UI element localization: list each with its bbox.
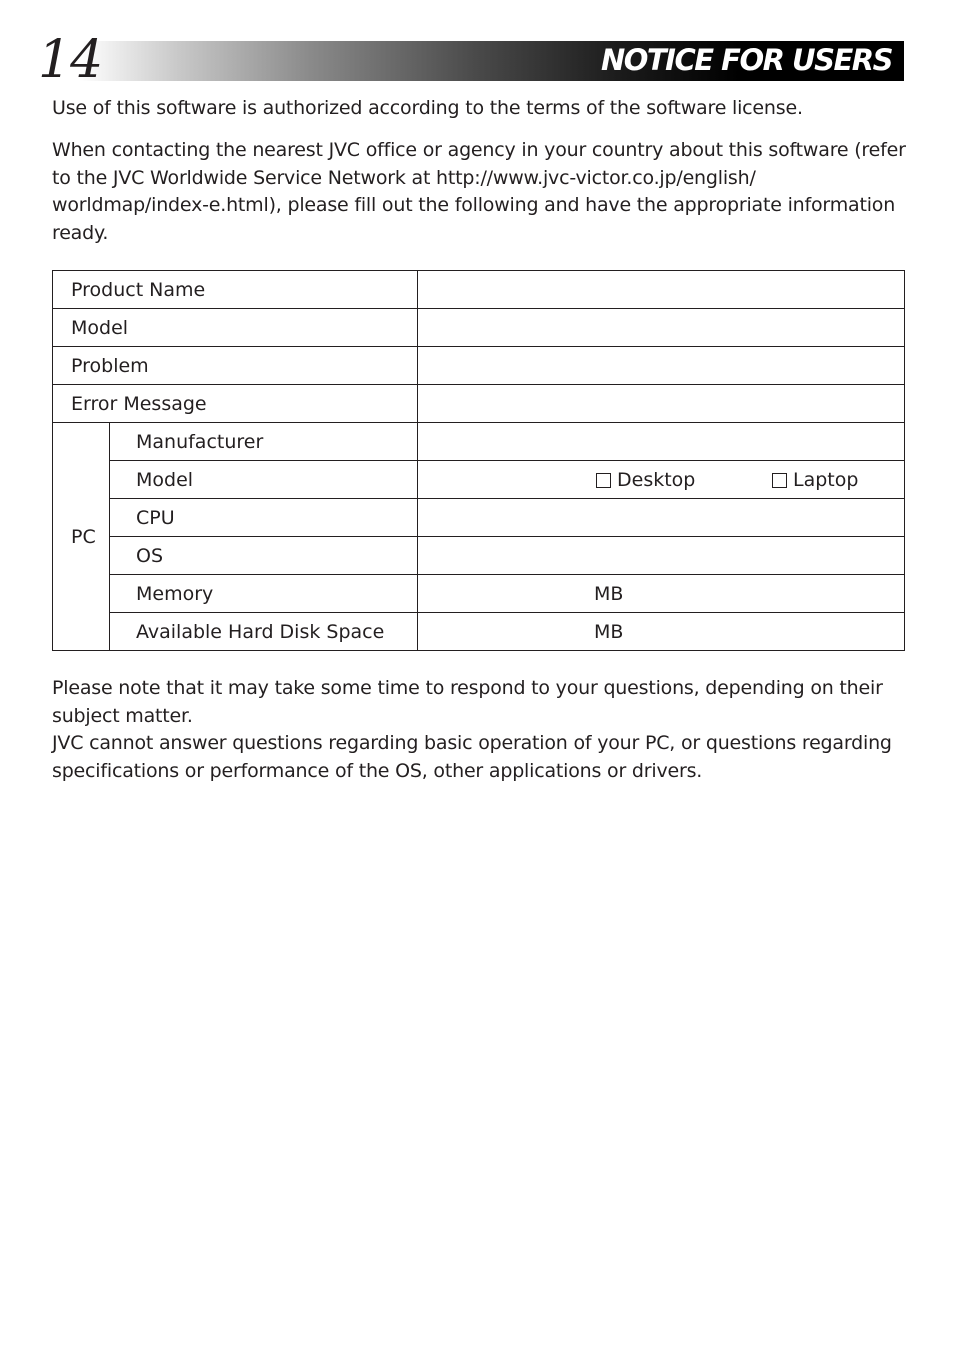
error-message-field[interactable] [418, 385, 905, 423]
model-field[interactable] [418, 309, 905, 347]
disk-space-field[interactable] [418, 613, 905, 651]
cpu-field[interactable] [418, 499, 905, 537]
disk-unit: MB [594, 621, 624, 643]
license-paragraph: Use of this software is authorized according to the terms of the software license. [52, 97, 803, 119]
form-row-model [53, 309, 905, 347]
form-row-pc-disk [53, 613, 905, 651]
memory-unit: MB [594, 583, 624, 605]
form-label: Model [53, 309, 418, 347]
pc-model-field [418, 461, 905, 499]
form-row-product-name [53, 271, 905, 309]
form-row-error-message [53, 385, 905, 423]
form-label: Memory [110, 575, 418, 613]
form-label: Problem [53, 347, 418, 385]
form-row-pc-memory [53, 575, 905, 613]
form-row-pc-model [53, 461, 905, 499]
laptop-label: Laptop [793, 469, 859, 491]
form-label: CPU [110, 499, 418, 537]
problem-field[interactable] [418, 347, 905, 385]
form-label: OS [110, 537, 418, 575]
pc-group-label: PC [53, 423, 110, 651]
manufacturer-field[interactable] [418, 423, 905, 461]
desktop-checkbox[interactable] [596, 473, 611, 488]
os-field[interactable] [418, 537, 905, 575]
product-name-field[interactable] [418, 271, 905, 309]
form-label: Product Name [53, 271, 418, 309]
form-label: Model [110, 461, 418, 499]
desktop-label: Desktop [617, 469, 696, 491]
contact-paragraph: When contacting the nearest JVC office or agency in your country about this software (refer to the JVC Worldwide Service Network at http://www.jvc-victor.co.jp/english/ worldmap/index-e.html), please fill out the following and have the appropriate information ready. [52, 139, 906, 244]
page-header [36, 30, 904, 90]
form-row-problem [53, 347, 905, 385]
form-label: Manufacturer [110, 423, 418, 461]
form-label: Error Message [53, 385, 418, 423]
support-info-form [52, 270, 905, 651]
form-label: Available Hard Disk Space [110, 613, 418, 651]
form-row-pc-os [53, 537, 905, 575]
response-time-note: Please note that it may take some time to respond to your questions, depending on their subject matter. [52, 677, 883, 727]
form-row-pc-cpu [53, 499, 905, 537]
laptop-option[interactable] [772, 469, 858, 491]
memory-field[interactable] [418, 575, 905, 613]
support-scope-note: JVC cannot answer questions regarding basic operation of your PC, or questions regarding specifications or performance of the OS, other applications or drivers. [52, 732, 892, 782]
desktop-option[interactable] [596, 469, 695, 491]
page-number: 14 [38, 30, 103, 90]
laptop-checkbox[interactable] [772, 473, 787, 488]
section-title: NOTICE FOR USERS [600, 43, 892, 77]
form-row-pc-manufacturer [53, 423, 905, 461]
